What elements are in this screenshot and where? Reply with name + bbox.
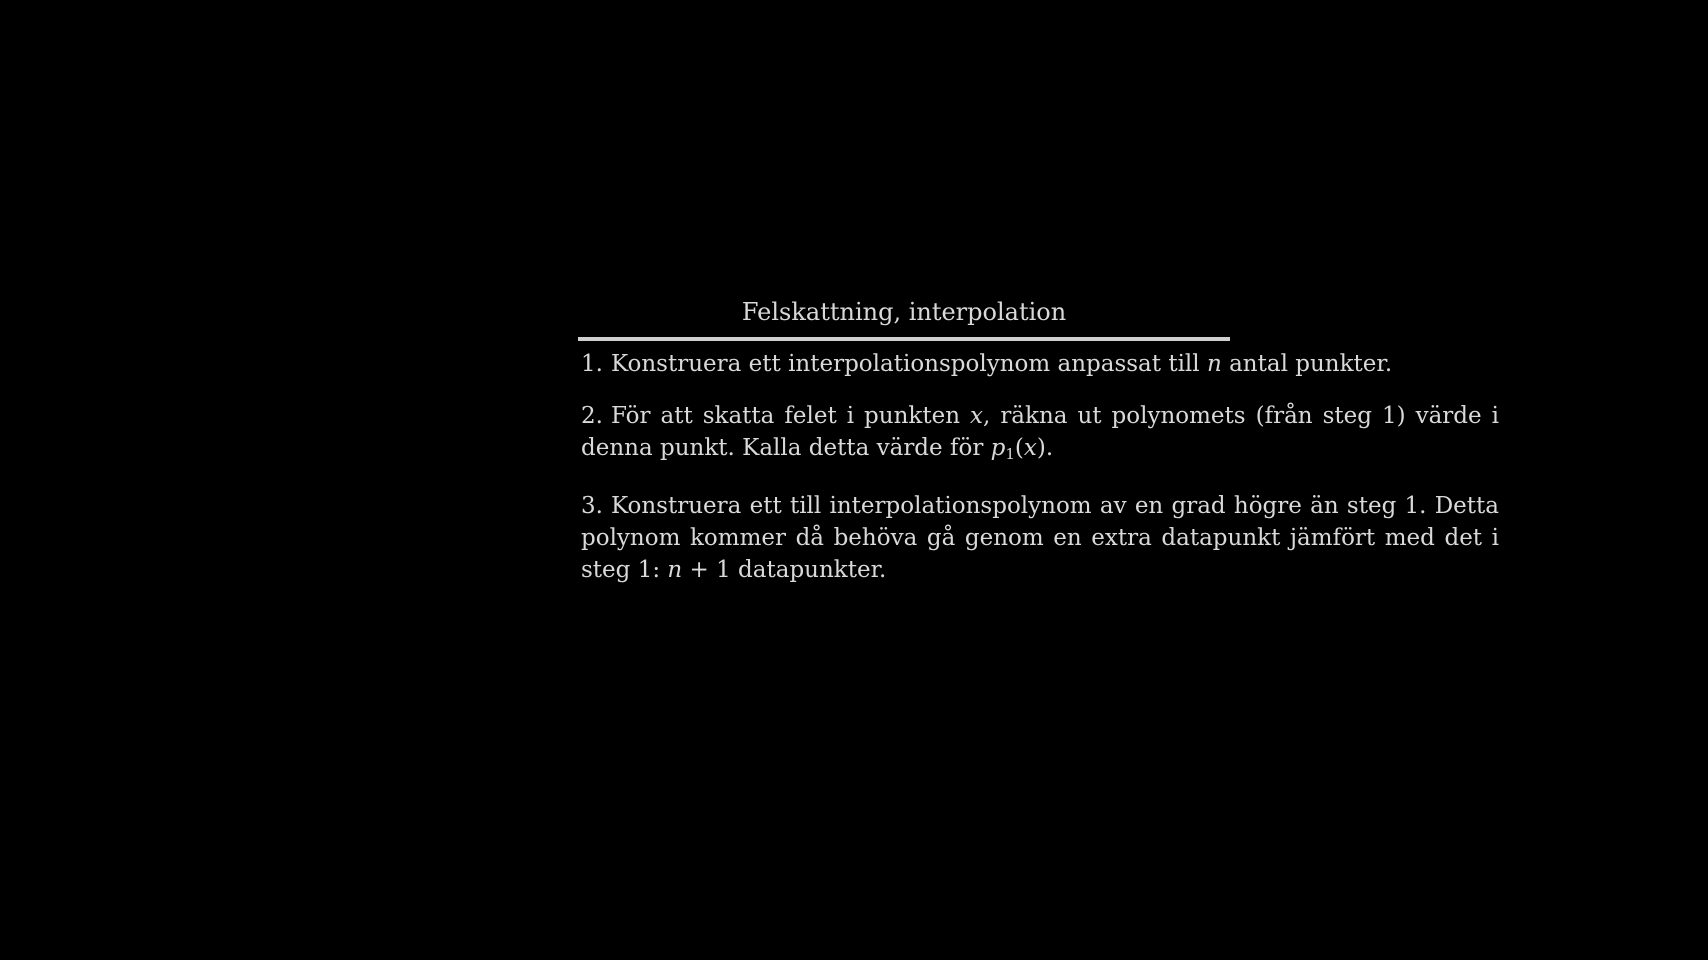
step-text: , räkna ut polynomets (från steg 1) värde i denna punkt. Kalla detta värde för — [581, 403, 1499, 461]
steps-list — [581, 348, 1499, 606]
math-function: p — [990, 435, 1006, 461]
math-paren: ) — [1036, 435, 1046, 461]
step-number: 2. — [581, 403, 603, 429]
step-text: Konstruera ett till interpolationspolynom av en grad högre än steg 1. Detta polynom kommer då behöva gå genom en extra datapunkt jämfört med det i steg 1: — [581, 493, 1499, 583]
step-text: För att skatta felet i punkten — [610, 403, 971, 429]
math-variable: n — [1206, 351, 1222, 377]
math-subscript: 1 — [1005, 445, 1015, 463]
math-expression: + 1 — [682, 557, 731, 583]
math-variable: x — [970, 403, 983, 429]
slide-title: Felskattning, interpolation — [741, 298, 1067, 326]
math-argument: x — [1023, 435, 1037, 461]
step-text: . — [1045, 435, 1054, 461]
step-1 — [581, 348, 1499, 380]
step-3 — [581, 490, 1499, 586]
math-variable: n — [667, 557, 683, 583]
step-text: antal punkter. — [1221, 351, 1393, 377]
title-underline — [578, 337, 1230, 341]
step-number: 1. — [581, 351, 603, 377]
step-number: 3. — [581, 493, 603, 519]
step-text: datapunkter. — [730, 557, 887, 583]
step-text: Konstruera ett interpolationspolynom anpassat till — [610, 351, 1207, 377]
math-paren: ( — [1014, 435, 1024, 461]
step-2 — [581, 400, 1499, 470]
